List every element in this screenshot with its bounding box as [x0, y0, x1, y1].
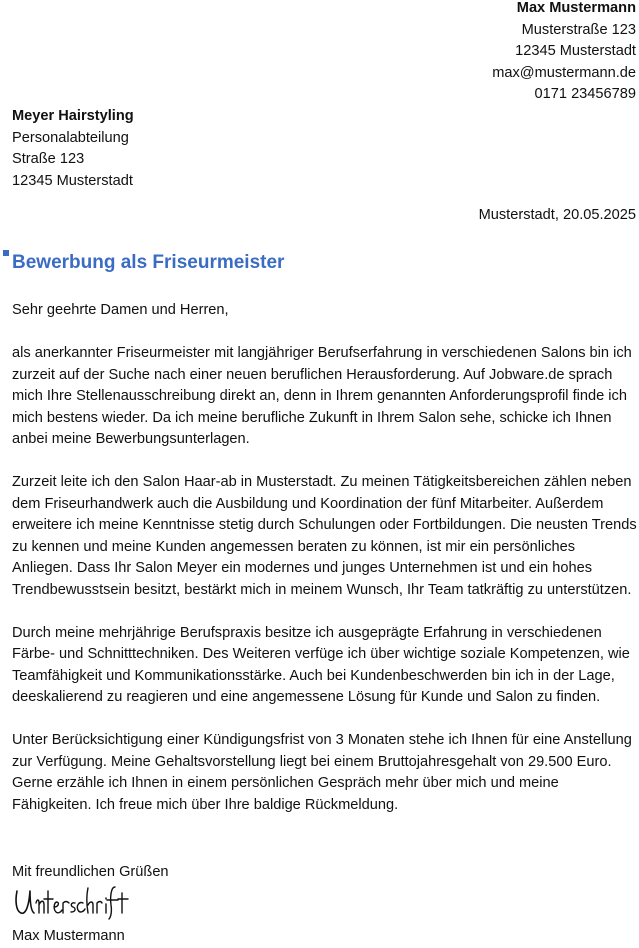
- recipient-street: Straße 123: [12, 151, 85, 167]
- body-paragraph: Zurzeit leite ich den Salon Haar-ab in Musterstadt. Zu meinen Tätigkeitsbereichen zählen neben dem Friseurhandwerk auch die Ausbildung und Koordination der fünf Mitarbeiter. Außerdem erweitere ich meine Kenntnisse stetig durch Schulungen oder Fortbildungen. Die neusten Trends zu kennen und meine Kunden angemessen beraten zu können, ist mir ein persönliches Anliegen. Dass Ihr Salon Meyer ein modernes und junges Unternehmen ist und ein hohes Trendbewusstsein besitzt, bestärkt mich in meinem Wunsch, Ihr Team tatkräftig zu unterstützen.: [12, 474, 637, 598]
- sender-email: max@mustermann.de: [492, 64, 636, 81]
- recipient-address: [12, 106, 134, 192]
- body-paragraph: Unter Berücksichtigung einer Kündigungsfrist von 3 Monaten stehe ich Ihnen für eine Anstellung zur Verfügung. Meine Gehaltsvorstellung liegt bei einem Bruttojahresgehalt von 29.500 Euro. Gerne erzähle ich Ihnen in einem persönlichen Gespräch mehr über mich und meine Fähigkeiten. Ich freue mich über Ihre baldige Rückmeldung.: [12, 732, 632, 813]
- subject-marker: [3, 250, 9, 256]
- signer-name: Max Mustermann: [12, 928, 125, 944]
- handwritten-signature: [12, 883, 132, 921]
- closing: Mit freundlichen Grüßen: [12, 864, 169, 880]
- letter-date: Musterstadt, 20.05.2025: [478, 207, 636, 223]
- recipient-company: Meyer Hairstyling: [12, 108, 134, 124]
- sender-street: Musterstraße 123: [521, 21, 636, 38]
- recipient-city: 12345 Musterstadt: [12, 172, 133, 189]
- recipient-department: Personalabteilung: [12, 129, 129, 146]
- letter-subject: Bewerbung als Friseurmeister: [12, 252, 285, 273]
- sender-phone: 0171 23456789: [534, 86, 636, 102]
- sender-name: Max Mustermann: [516, 0, 636, 16]
- sender-address: [492, 0, 636, 106]
- salutation: Sehr geehrte Damen und Herren,: [12, 302, 229, 318]
- body-paragraph: als anerkannter Friseurmeister mit langjähriger Berufserfahrung in verschiedenen Salons bin ich zurzeit auf der Suche nach einer neuen beruflichen Herausforderung. Auf Jobware.de sprach mich Ihre Stellenausschreibung direkt an, denn in Ihrem genannten Anforderungsprofil finde ich mich bestens wieder. Da ich meine berufliche Zukunft in Ihrem Salon sehe, schicke ich Ihnen anbei meine Bewerbungsunterlagen.: [12, 345, 632, 447]
- letter-body: [12, 343, 638, 838]
- body-paragraph: Durch meine mehrjährige Berufspraxis besitze ich ausgeprägte Erfahrung in verschiedenen Färbe- und Schnitttechniken. Des Weiteren verfüge ich über wichtige soziale Kompetenzen, wie Teamfähigkeit und Kommunikationsstärke. Auch bei Kundenbeschwerden bin ich in der Lage, deeskalierend zu reagieren und eine angemessene Lösung für Kunde und Salon zu finden.: [12, 624, 630, 705]
- sender-city: 12345 Musterstadt: [515, 43, 636, 59]
